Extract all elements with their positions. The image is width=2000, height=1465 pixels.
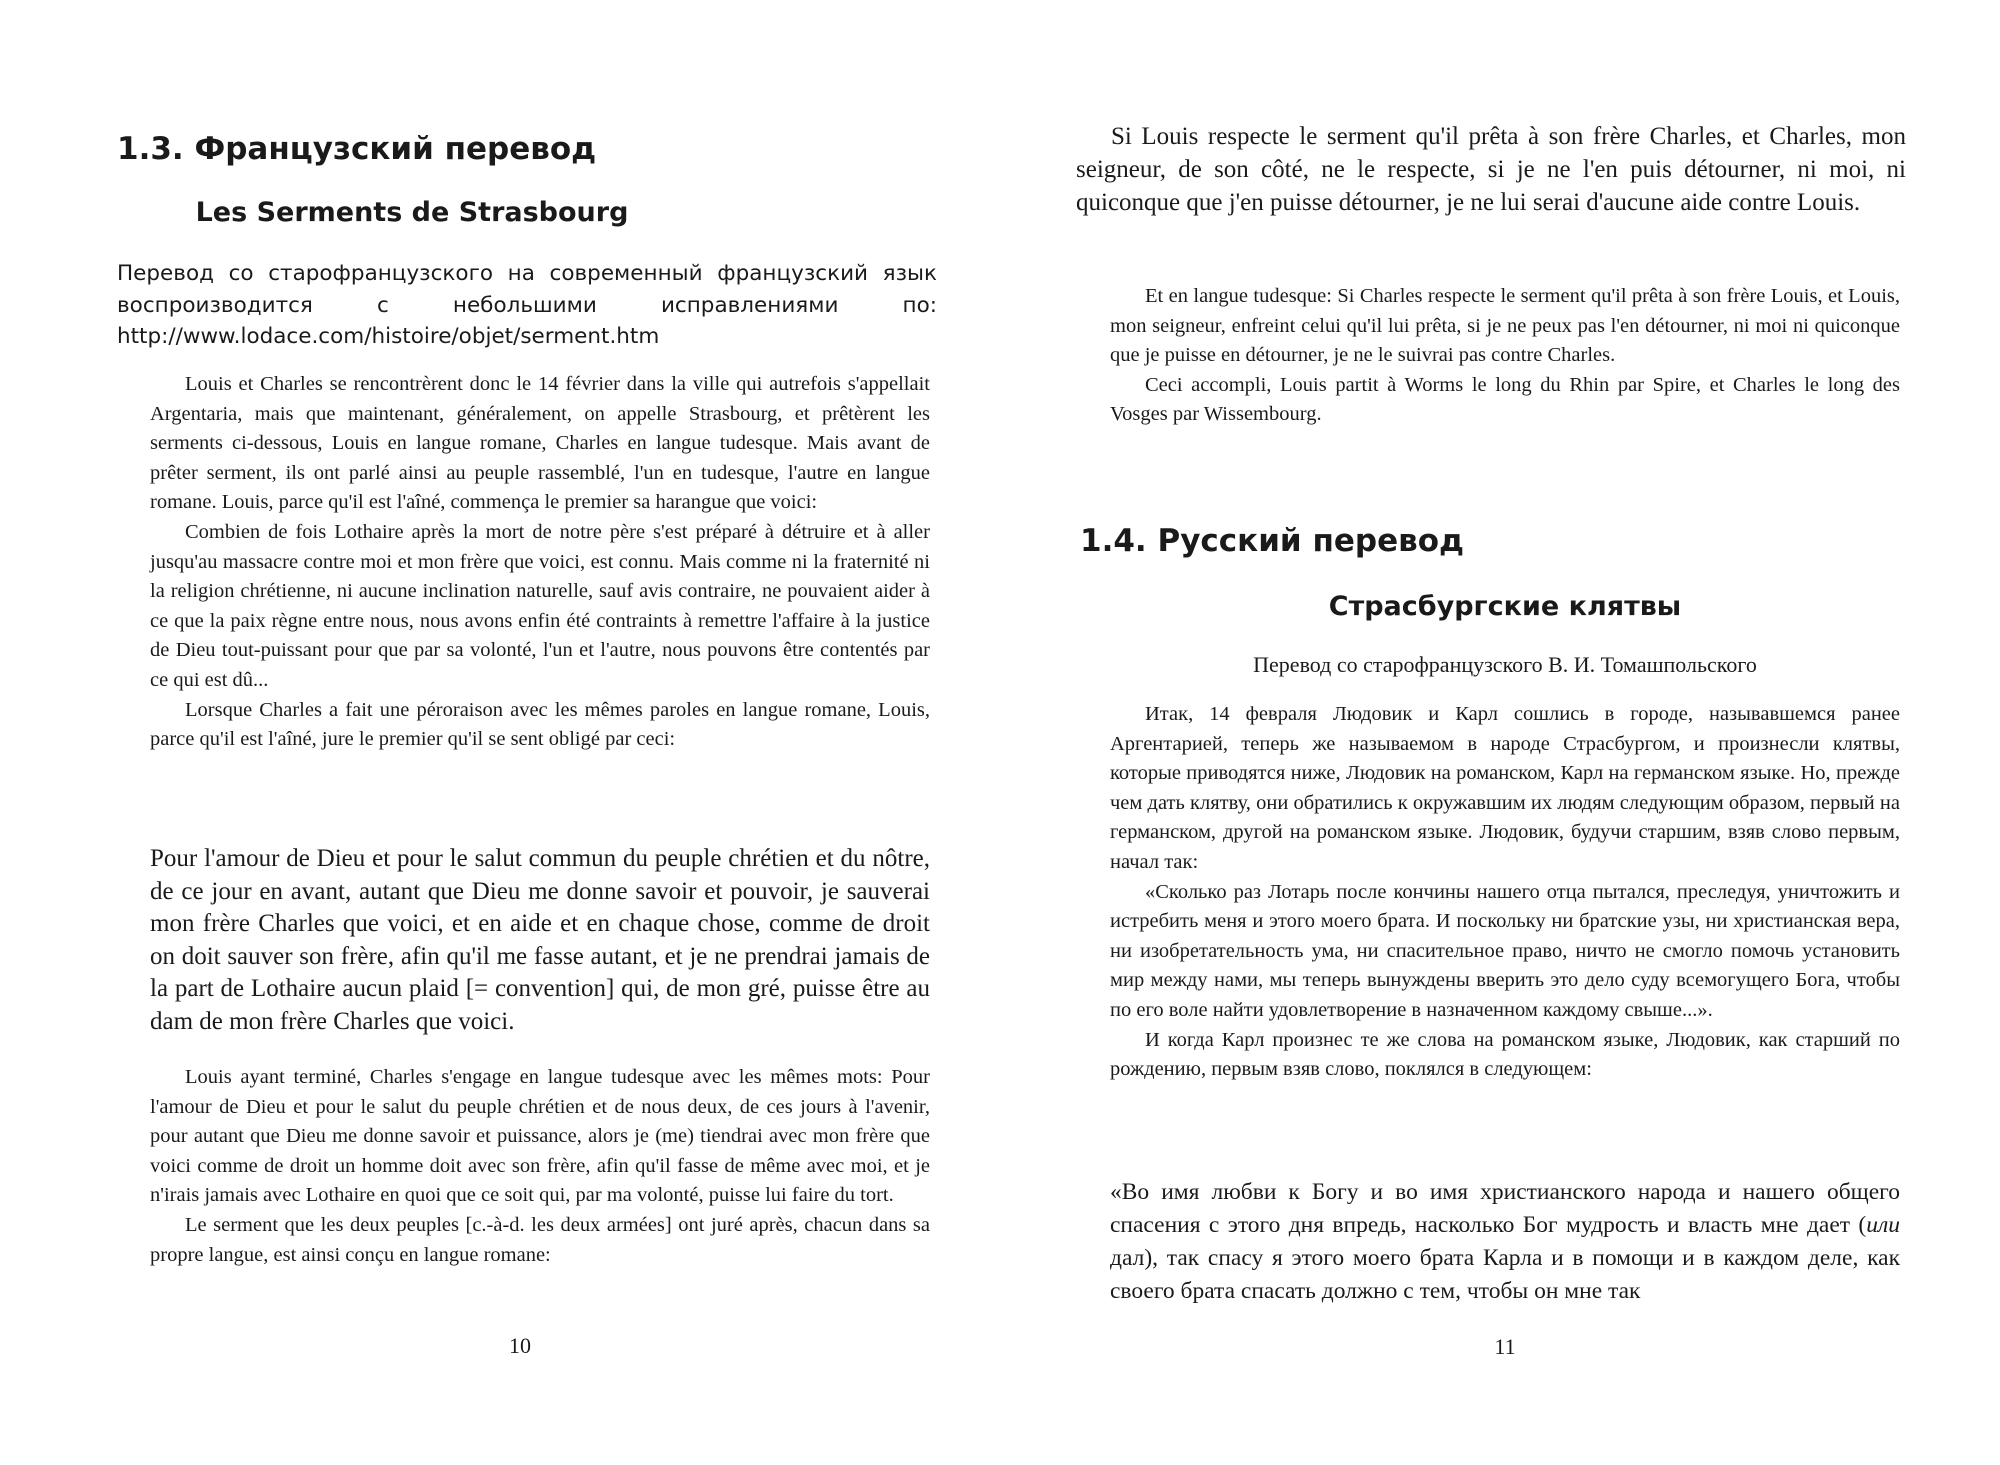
oath-text: «Во имя любви к Богу и во имя христианского народа и нашего общего спасения с этого дня впредь, насколько Бог мудрость и власть мне дает ( [1110,1179,1900,1238]
subtitle: Страсбургские клятвы [1328,591,1682,622]
paragraph: Si Louis respecte le serment qu'il prêta à son frère Charles, et Charles, mon seigneur, de son côté, ne le respecte, si je ne l'en puis détourner, ni moi, ni quiconque que j'en puisse détourner, je ne lui serai d'aucune aide contre Louis. [1076,123,1906,216]
paragraph: Louis ayant terminé, Charles s'engage en langue tudesque avec les mêmes mots: Pour l'amour de Dieu et pour le salut du peuple chrétien et de nous deux, de ces jours à l'avenir, pour autant que Dieu me donne savoir et puissance, alors je (me) tiendrai avec mon frère que voici comme de droit un homme doit avec son frère, afin qu'il fasse de même avec moi, et je n'irais jamais avec Lothaire en quoi que ce soit qui, par ma volonté, puisse lui faire du tort. [150,1066,930,1207]
page-number: 11 [1494,1334,1516,1359]
oath-paragraph: Pour l'amour de Dieu et pour le salut commun du peuple chrétien et du nôtre, de ce jour en avant, autant que Dieu me donne savoir et pouvoir, je sauverai mon frère Charles que voici, et en aide et en chaque chose, comme de droit on doit sauver son frère, afin qu'il me fasse autant, et je ne prendrai jamais de la part de Lothaire aucun plaid [= convention] qui, de mon gré, puisse être au dam de mon frère Charles que voici. [150,845,930,1035]
page-number: 10 [509,1333,531,1358]
paragraph: Lorsque Charles a fait une péroraison avec les mêmes paroles en langue romane, Louis, parce qu'il est l'aîné, jure le premier qu'il se sent obligé par ceci: [150,698,930,751]
narrative-right [1110,282,1900,430]
paragraph: Et en langue tudesque: Si Charles respecte le serment qu'il prêta à son frère Louis, et Louis, mon seigneur, enfreint celui qu'il lui prêta, si je ne peux pas l'en détourner, ni moi ni quiconque que je puisse en détourner, je ne le suivrai pas contre Charles. [1110,285,1900,367]
narrative-bottom [150,1063,930,1270]
section-title: 1.3. Французский перевод [117,131,597,167]
paragraph: Ceci accompli, Louis partit à Worms le long du Rhin par Spire, et Charles le long des Vosges par Wissembourg. [1110,373,1900,426]
paragraph: И когда Карл произнес те же слова на романском языке, Людовик, как старший по рождению, первым взяв слово, поклялся в следующем: [1110,1028,1900,1081]
narrative-top [150,370,930,755]
paragraph: «Сколько раз Лотарь после кончины нашего отца пытался, преследуя, уничтожить и истребить меня и этого моего брата. И поскольку ни братские узы, ни христианская вера, ни изобретательность ума, ни спасительное право, ничто не смогло помочь установить мир между нами, мы теперь вынуждены вверить это дело суду всемогущего Бога, чтобы по его воле найти удовлетворение в назначенном каждому свыше...». [1110,880,1900,1021]
section-title: 1.4. Русский перевод [1080,523,1465,559]
paragraph: Combien de fois Lothaire après la mort de notre père s'est préparé à détruire et à aller jusqu'au massacre contre moi et mon frère que voici, est connu. Mais comme ni la fraternité ni la religion chrétienne, ni aucune inclination naturelle, sauf avis contraire, ne pouvaient aider à ce que la paix règne entre nous, nous avons enfin été contraints à remettre l'affaire à la justice de Dieu tout-puissant pour que par sa volonté, l'un et l'autre, nous pouvons être contentés par ce qui est dû... [150,520,930,691]
paragraph: Итак, 14 февраля Людовик и Карл сошлись в городе, называвшемся ранее Аргентарией, теперь же называемом в народе Страсбургом, и произнесли клятвы, которые приводятся ниже, Людовик на романском, Карл на германском языке. Но, прежде чем дать клятву, они обратились к окружавшим их людям следующим образом, первый на германском, другой на романском языке. Людовик, будучи старшим, взяв слово первым, начал так: [1110,703,1900,873]
paragraph: Louis et Charles se rencontrèrent donc le 14 février dans la ville qui autrefois s'appellait Argentaria, mais que maintenant, généralement, on appelle Strasbourg, et prêtèrent les serments ci-dessous, Louis en langue romane, Charles en langue tudesque. Mais avant de prêter serment, ils ont parlé ainsi au peuple rassemblé, l'un en tudesque, l'autre en langue romane. Louis, parce qu'il est l'aîné, commença le premier sa harangue que voici: [150,373,930,514]
intro-paragraph: Перевод со старофранцузского на современный французский язык воспроизводится с небольшими исправлениями по: http://www.lodace.com/histoire/objet/serment.htm [117,261,937,349]
paragraph: Le serment que les deux peuples [c.-à-d. les deux armées] ont juré après, chacun dans sa propre langue, est ainsi conçu en langue romane: [150,1213,930,1266]
russian-narrative [1110,700,1900,1085]
oath-text: дал), так спасу я этого моего брата Карла и в помощи и в каждом деле, как своего брата спасать должно с тем, чтобы он мне так [1110,1245,1900,1304]
translator-line: Перевод со старофранцузского В. И. Томашпольского [1253,652,1757,677]
right-page [1000,0,2000,1465]
subtitle: Les Serments de Strasbourg [195,197,629,228]
oath-italic-word: или [1866,1212,1900,1238]
russian-oath [1110,1176,1900,1308]
